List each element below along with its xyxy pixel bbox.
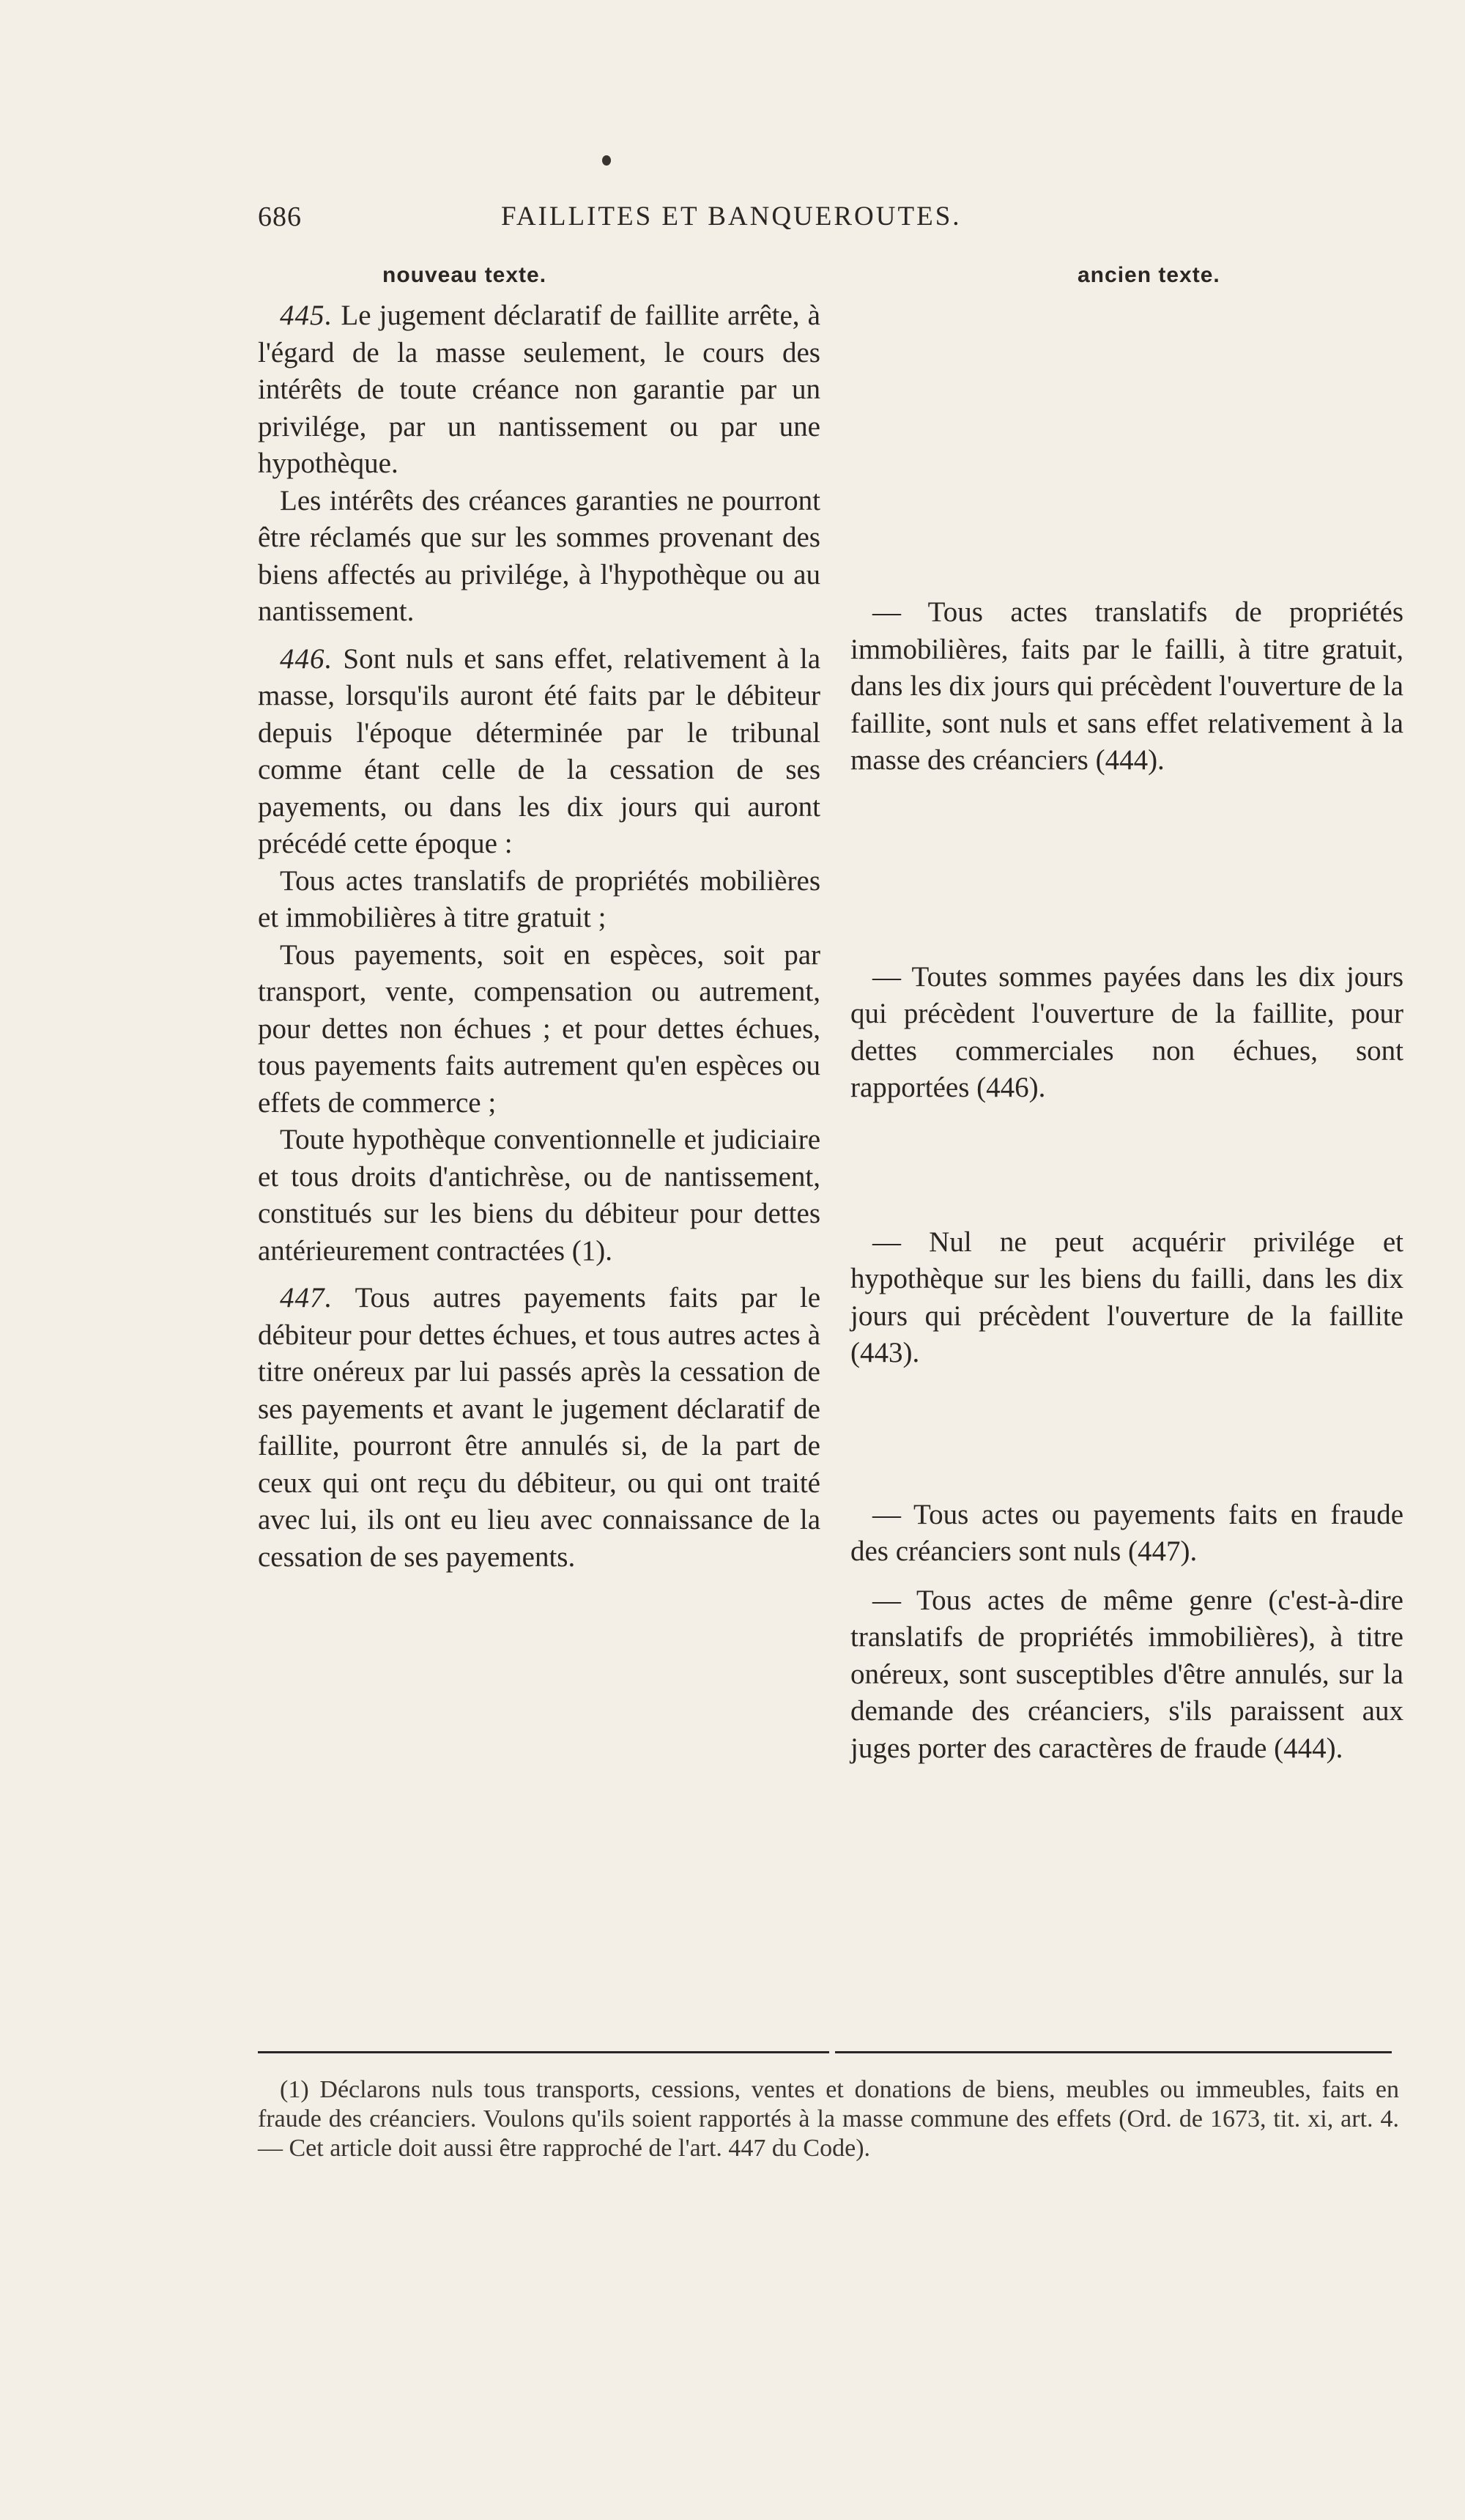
article-445-paragraph-1 — [258, 297, 820, 483]
old-text-paragraph-2: — Toutes sommes payées dans les dix jours qui précèdent l'ouverture de la faillite, pour dettes commerciales non échues, sont rapportées (446). — [850, 960, 1403, 1103]
article-445-paragraph-2: Les intérêts des créances garanties ne pourront être réclamés que sur les sommes provenant des biens affectés au privilége, à l'hypothèque ou au nantissement. — [258, 484, 820, 627]
article-446-text-1: Sont nuls et sans effet, relativement à la masse, lorsqu'ils auront été faits par le débiteur depuis l'époque déterminée par le tribunal comme étant celle de la cessation de ses payements, ou dans les dix jours qui auront précédé cette époque : — [258, 642, 821, 859]
running-title: FAILLITES ET BANQUEROUTES. — [501, 201, 962, 231]
old-text-paragraph-3: — Nul ne peut acquérir privilége et hypothèque sur les biens du failli, dans les dix jours qui précèdent l'ouverture de la faillite (443). — [850, 1226, 1403, 1368]
new-text-heading: nouveau texte. — [382, 263, 547, 287]
article-446-paragraph-2: Tous actes translatifs de propriétés mobilières et immobilières à titre gratuit ; — [258, 864, 820, 933]
article-446-paragraph-4: Toute hypothèque conventionnelle et judiciaire et tous droits d'antichrèse, ou de nantissement, constitués sur les biens du débiteur pour dettes antérieurement contractées (1). — [258, 1124, 820, 1267]
page-header — [258, 201, 1071, 245]
article-447-number: 447. — [280, 1282, 333, 1313]
ink-dot-ornament — [602, 155, 611, 166]
old-text-column — [850, 261, 1403, 1767]
article-446-paragraph-1 — [258, 641, 820, 863]
footnote-rule-right — [835, 2051, 1392, 2053]
footnote: (1) Déclarons nuls tous transports, cessions, ventes et donations de biens, meubles ou immeubles, faits en fraude des créanciers. Voulons qu'ils soient rapportés à la masse commune des effets (Ord. de 1673, tit. xi, art. 4. — Cet article doit aussi être rapproché de l'art. 447 du Code). — [258, 2076, 1399, 2162]
old-text-paragraph-5: — Tous actes de même genre (c'est-à-dire translatifs de propriétés immobilières), à titre onéreux, sont susceptibles d'être annulés, sur la demande des créanciers, s'ils paraissent aux juges porter des caractères de fraude (444). — [850, 1584, 1403, 1764]
article-447-text-1: Tous autres payements faits par le débiteur pour dettes échues, et tous autres actes à titre onéreux par lui passés après la cessation de ses payements et avant le jugement déclaratif de faillite, pourront être annulés si, de la part de ceux qui ont reçu du débiteur, ou qui ont traité avec lui, ils ont eu lieu avec connaissance de la cessation de ses payements. — [258, 1282, 820, 1573]
old-text-paragraph-1: — Tous actes translatifs de propriétés immobilières, faits par le failli, à titre gratuit, dans les dix jours qui précèdent l'ouverture de la faillite, sont nuls et sans effet relativement à la masse des créanciers (444). — [850, 596, 1403, 776]
article-446-number: 446. — [280, 642, 333, 675]
old-text-heading: ancien texte. — [1078, 263, 1220, 287]
article-447-paragraph-1 — [258, 1280, 820, 1576]
footnote-rule-left — [258, 2051, 829, 2053]
article-445-number: 445. — [280, 300, 333, 331]
old-text-paragraph-4: — Tous actes ou payements faits en fraude des créanciers sont nuls (447). — [850, 1498, 1403, 1567]
article-446-paragraph-3: Tous payements, soit en espèces, soit par transport, vente, compensation ou autrement, pour dettes non échues ; et pour dettes échues, tous payements faits autrement qu'en espèces ou effets de commerce ; — [258, 938, 820, 1119]
new-text-column — [258, 261, 820, 1576]
page-number: 686 — [258, 201, 302, 232]
article-445-text-1: Le jugement déclaratif de faillite arrête, à l'égard de la masse seulement, le cours des intérêts de toute créance non garantie par un privilége, par un nantissement ou par une hypothèque. — [258, 300, 820, 479]
